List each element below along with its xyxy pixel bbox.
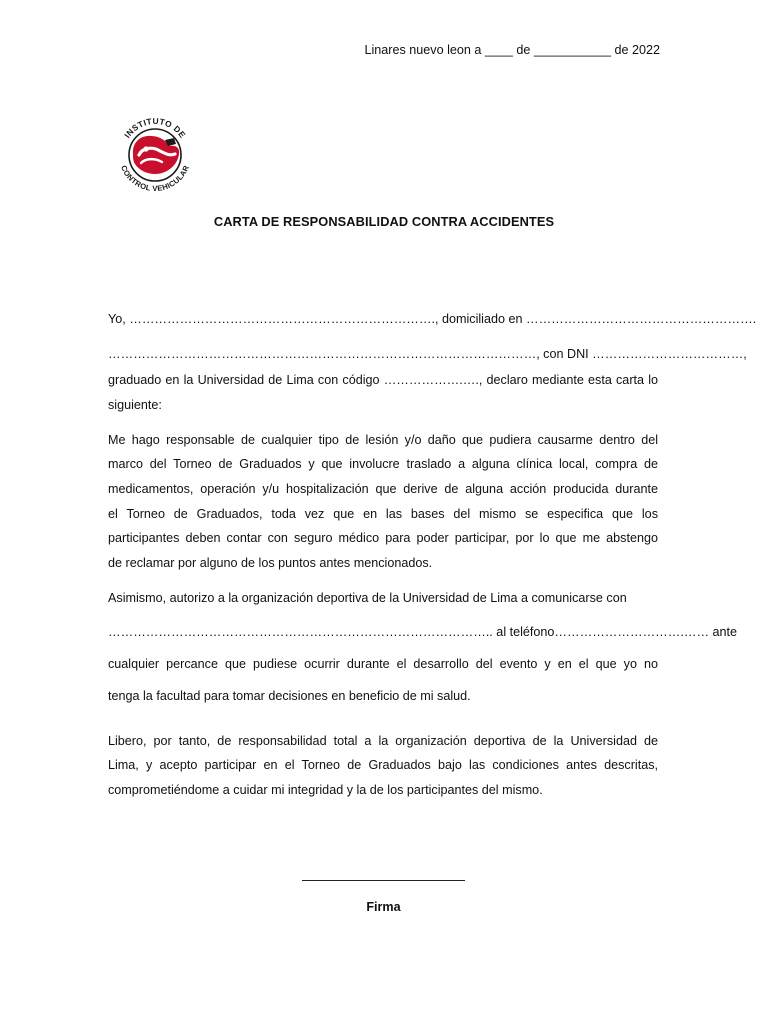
paragraph-line: medicamentos, operación y/u hospitalización que derive de alguna acción producida durante [108, 482, 658, 496]
paragraph-line: Lima, y acepto participar en el Torneo de Graduados bajo las condiciones antes descritas, [108, 758, 658, 772]
institute-logo [110, 110, 200, 200]
paragraph-line: cualquier percance que pudiese ocurrir durante el desarrollo del evento y en el que yo no [108, 657, 658, 671]
paragraph-line: comprometiéndome a cuidar mi integridad y la de los participantes del mismo. [108, 783, 543, 797]
paragraph-line: Libero, por tanto, de responsabilidad total a la organización deportiva de la Universidad de [108, 734, 658, 748]
logo-text-bottom: CONTROL VEHICULAR [119, 163, 191, 194]
logo-text-top: INSTITUTO DE [122, 115, 188, 140]
paragraph-line: siguiente: [108, 398, 162, 412]
paragraph-line: participantes deben contar con seguro médico para poder participar, por lo que me abstengo [108, 531, 658, 545]
paragraph-line: Me hago responsable de cualquier tipo de lesión y/o daño que pudiera causarme dentro del [108, 433, 658, 447]
paragraph-line: el Torneo de Graduados, toda vez que en las bases del mismo se especifica que los [108, 507, 658, 521]
paragraph-line: de reclamar por alguno de los puntos antes mencionados. [108, 556, 433, 570]
paragraph-line: Asimismo, autorizo a la organización deportiva de la Universidad de Lima a comunicarse con [108, 591, 627, 605]
paragraph-line: …………………………………………………………………………………………, con DNI ………………………………, [108, 347, 747, 361]
paragraph-line: ……………………………………………………………………………….. al teléfono………………………….…… ante [108, 625, 738, 639]
signature-line [302, 880, 465, 881]
signature-label: Firma [366, 900, 401, 914]
date-line: Linares nuevo leon a ____ de ___________ de 2022 [364, 43, 660, 57]
paragraph-line: tenga la facultad para tomar decisiones en beneficio de mi salud. [108, 689, 471, 703]
paragraph-line: marco del Torneo de Graduados y que involucre traslado a alguna clínica local, compra de [108, 457, 658, 471]
paragraph-line: Yo, ………………………………………………………………., domiciliado en ………………………………………………. [108, 312, 757, 326]
paragraph-line: graduado en la Universidad de Lima con código ……………….…., declaro mediante esta carta lo [108, 373, 658, 387]
document-title: CARTA DE RESPONSABILIDAD CONTRA ACCIDENTES [213, 214, 555, 229]
